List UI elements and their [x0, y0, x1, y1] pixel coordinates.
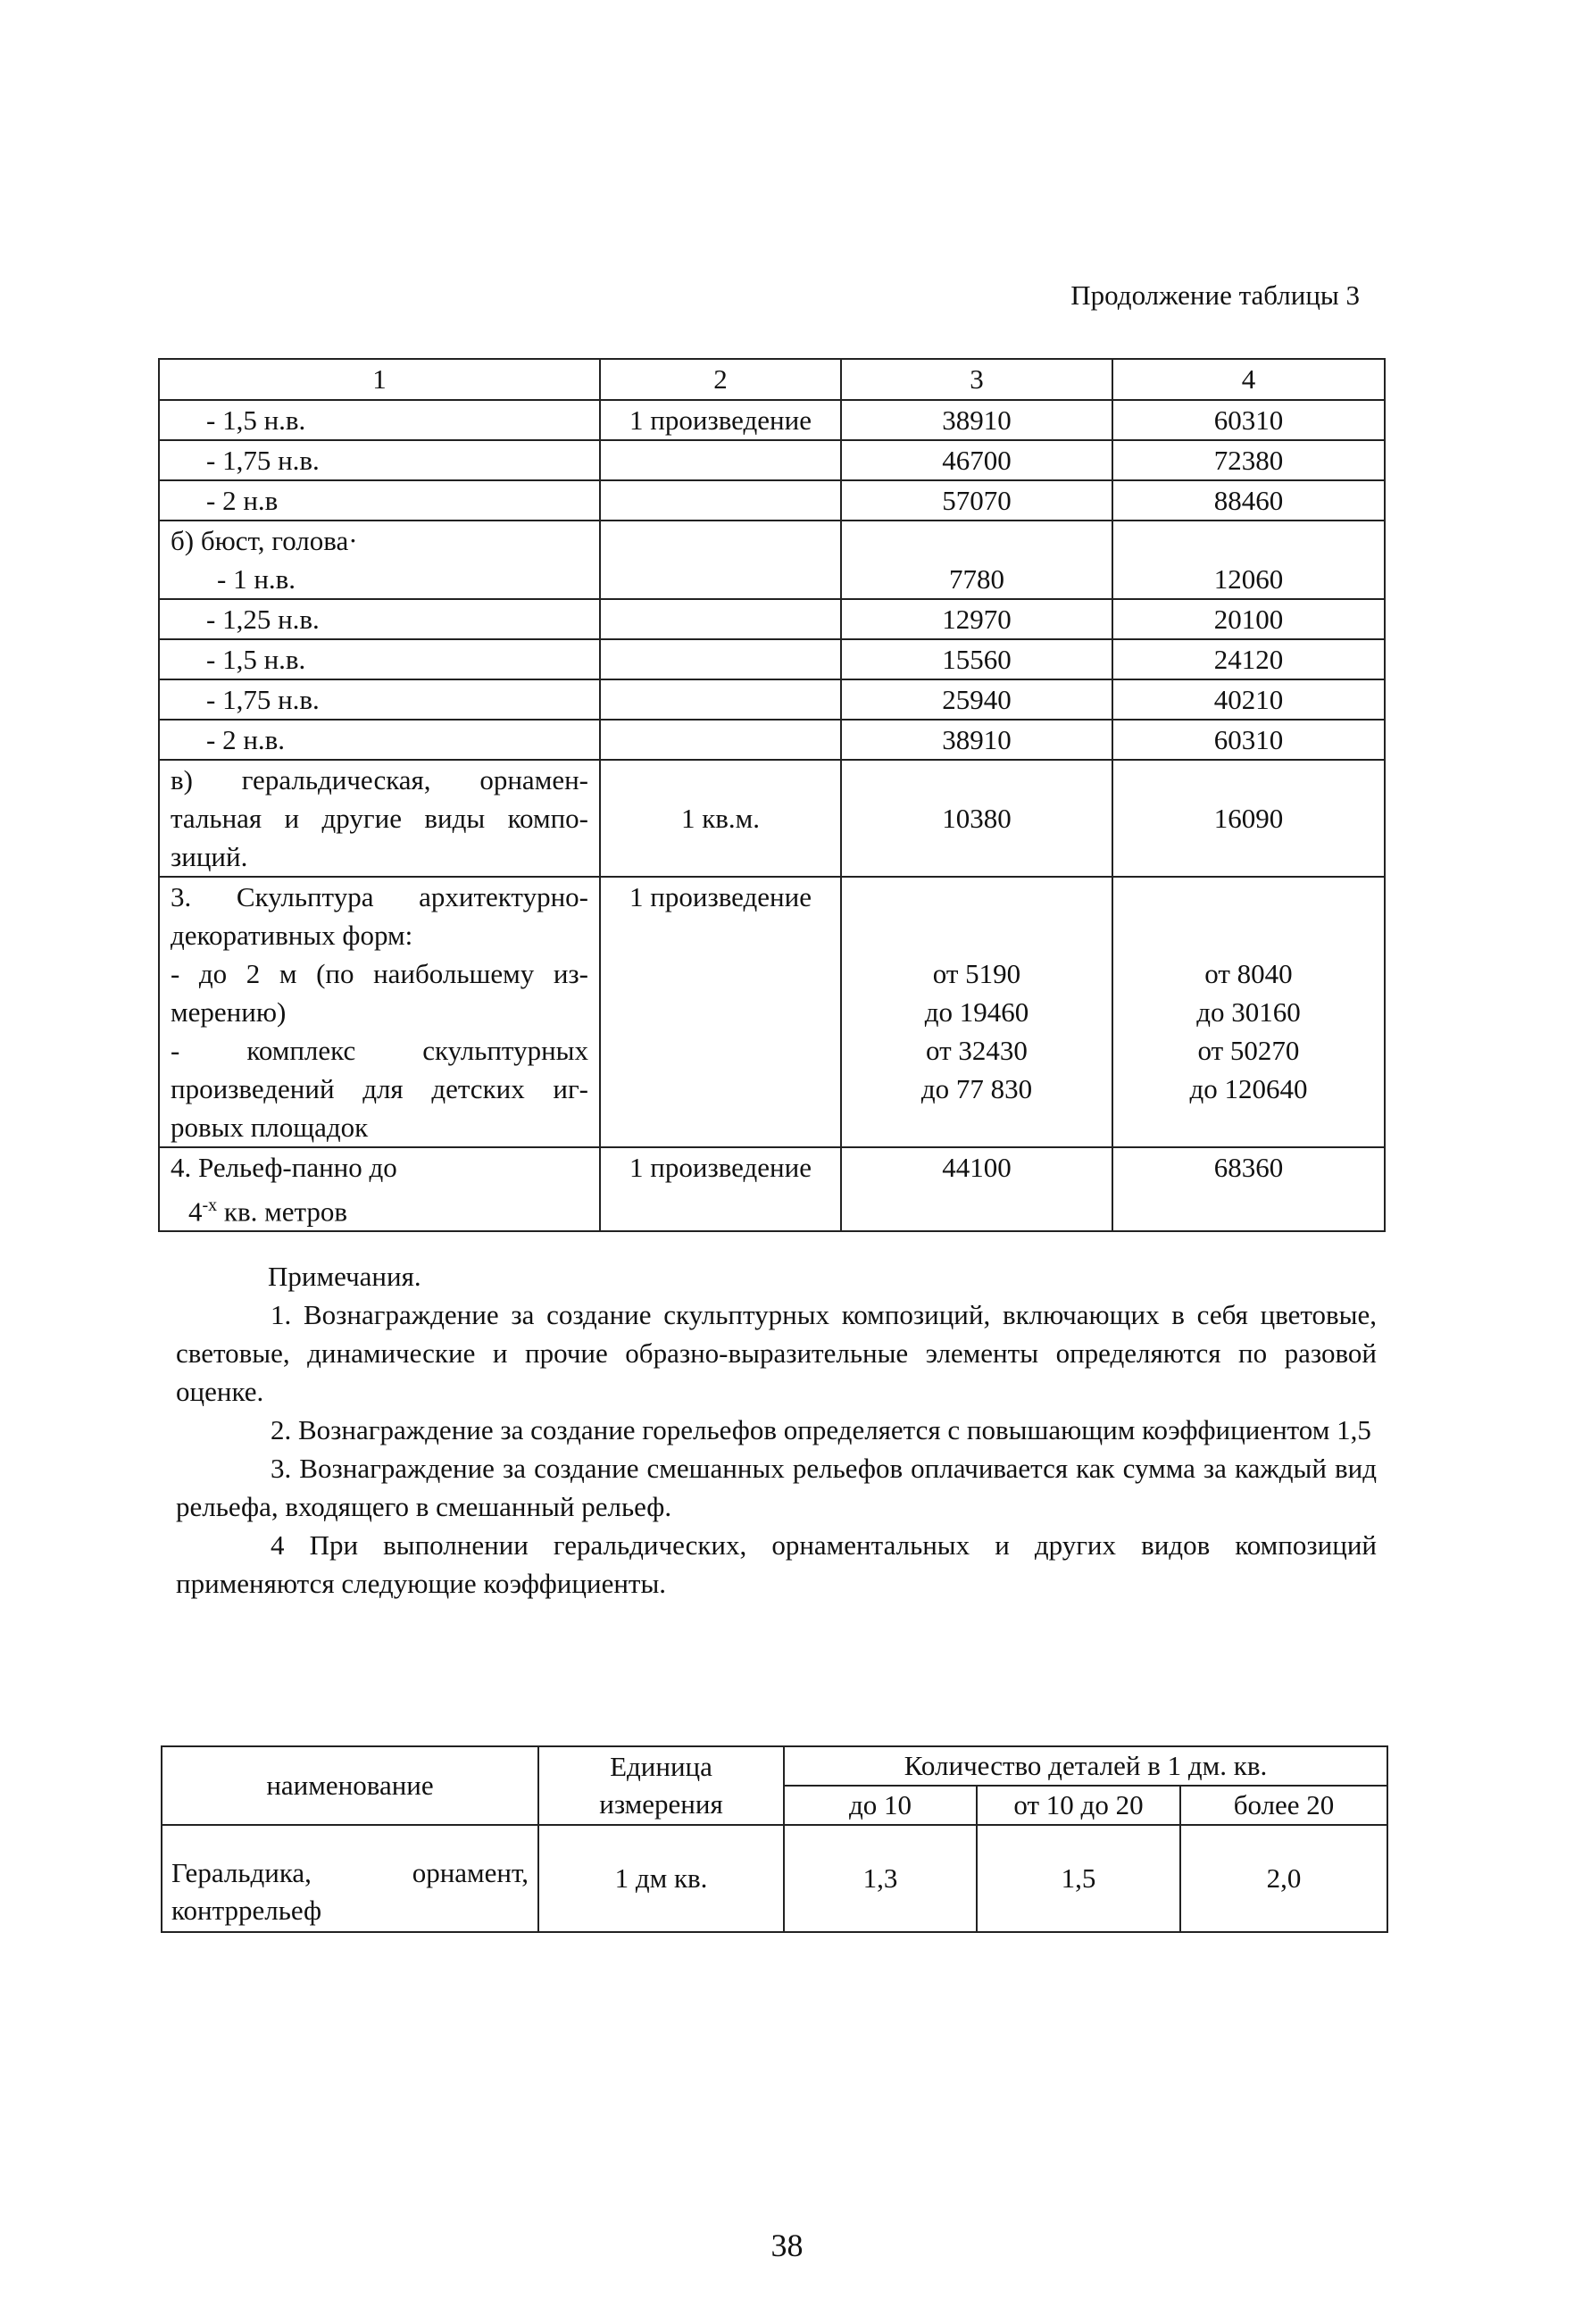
table-row	[159, 400, 1385, 440]
row-name	[159, 877, 600, 1147]
coef-header-unit-line: Единица	[610, 1751, 712, 1782]
coefficients-table	[161, 1745, 1388, 1933]
coef-subheader: от 10 до 20	[977, 1786, 1180, 1825]
main-table	[158, 358, 1386, 1232]
col-header-4: 4	[1112, 359, 1385, 400]
col-header-1: 1	[159, 359, 600, 400]
row-name	[159, 1147, 600, 1231]
table-row	[159, 639, 1385, 679]
coef-header-count: Количество деталей в 1 дм. кв.	[784, 1746, 1387, 1786]
row-unit	[600, 521, 841, 599]
row-name-line: зиций.	[171, 841, 248, 872]
value-line: от 50270	[1197, 1035, 1300, 1066]
row-value-4: 60310	[1112, 720, 1385, 760]
row-name: - 1,75 н.в.	[159, 440, 600, 480]
row-unit	[600, 639, 841, 679]
note-item: 2. Вознаграждение за создание горельефов определяется с повышающим коэффициентом 1,5	[271, 1414, 1371, 1445]
value-line: от 8040	[1204, 958, 1293, 989]
row-name-line	[171, 1187, 588, 1230]
row-unit: 1 произведение	[600, 1147, 841, 1231]
table-header-row	[159, 359, 1385, 400]
coef-row-name	[162, 1825, 538, 1932]
row-name-line: 3. Скульптура архитектурно-	[171, 881, 588, 912]
table-row	[159, 599, 1385, 639]
table-row	[159, 521, 1385, 599]
row-name-line: декоративных форм:	[171, 920, 413, 951]
note-item: 1. Вознаграждение за создание скульптурных композиций, включающих в себя цветовые, световые, динамические и прочие образно-выразительные элементы определяются по разовой оценке.	[176, 1299, 1377, 1407]
table-row	[159, 877, 1385, 1147]
row-name	[159, 760, 600, 877]
row-name-superscript: -х	[202, 1195, 218, 1215]
row-value-4: 12060	[1112, 521, 1385, 599]
row-unit: 1 произведение	[600, 877, 841, 1147]
coef-header-unit-line: измерения	[599, 1788, 723, 1820]
coef-header-row	[162, 1746, 1387, 1786]
row-unit: 1 кв.м.	[600, 760, 841, 877]
row-value-3: 15560	[841, 639, 1112, 679]
value-line: до 19460	[924, 996, 1029, 1028]
row-name-text: кв. метров	[223, 1195, 348, 1228]
value-line: до 30160	[1196, 996, 1301, 1028]
row-name: - 2 н.в.	[159, 720, 600, 760]
row-name-line: тальная и другие виды компо-	[171, 803, 588, 834]
row-value-3: 38910	[841, 720, 1112, 760]
row-value-4: 60310	[1112, 400, 1385, 440]
row-name: - 1,5 н.в.	[159, 400, 600, 440]
notes-section	[176, 1257, 1377, 1603]
note-item: 3. Вознаграждение за создание смешанных рельефов оплачивается как сумма за каждый вид рельефа, входящего в смешанный рельеф.	[176, 1453, 1377, 1522]
notes-heading: Примечания.	[268, 1261, 421, 1292]
row-value-3: 10380	[841, 760, 1112, 877]
table-row	[159, 679, 1385, 720]
row-name: - 1,5 н.в.	[159, 639, 600, 679]
row-value-3: 38910	[841, 400, 1112, 440]
row-name-line: - 1 н.в.	[217, 563, 296, 595]
row-value-3: 46700	[841, 440, 1112, 480]
row-name-line: 4. Рельеф-панно до	[171, 1152, 397, 1183]
row-value-4: 72380	[1112, 440, 1385, 480]
row-value-4: 20100	[1112, 599, 1385, 639]
row-value-3: 7780	[841, 521, 1112, 599]
coef-header-unit	[538, 1746, 784, 1825]
row-unit	[600, 440, 841, 480]
row-name-line: - комплекс скульптурных	[171, 1035, 588, 1066]
coef-row-value: 1,3	[784, 1825, 977, 1932]
row-name-line: мерению)	[171, 996, 287, 1028]
coef-row-value: 1,5	[977, 1825, 1180, 1932]
row-name: - 2 н.в	[159, 480, 600, 521]
table-row	[159, 1147, 1385, 1231]
row-value-3: 44100	[841, 1147, 1112, 1231]
row-name-line: произведений для детских иг-	[171, 1073, 588, 1104]
value-line: от 5190	[932, 958, 1021, 989]
row-value-4: 16090	[1112, 760, 1385, 877]
coef-subheader: до 10	[784, 1786, 977, 1825]
table-continuation-title: Продолжение таблицы 3	[1070, 279, 1360, 311]
row-name-number: 4	[188, 1195, 203, 1228]
col-header-3: 3	[841, 359, 1112, 400]
note-item: 4 При выполнении геральдических, орнаментальных и других видов композиций применяются следующие коэффициенты.	[176, 1529, 1377, 1599]
table-row	[159, 440, 1385, 480]
coef-header-name: наименование	[162, 1746, 538, 1825]
row-name-line: б) бюст, голова·	[171, 525, 358, 556]
row-value-3: 25940	[841, 679, 1112, 720]
row-name: - 1,25 н.в.	[159, 599, 600, 639]
row-value-4: 68360	[1112, 1147, 1385, 1231]
row-value-3: 12970	[841, 599, 1112, 639]
row-unit	[600, 720, 841, 760]
value-line: до 120640	[1189, 1073, 1308, 1104]
coef-data-row	[162, 1825, 1387, 1932]
row-unit	[600, 599, 841, 639]
row-value-4: 24120	[1112, 639, 1385, 679]
value-line: до 77 830	[920, 1073, 1033, 1104]
coef-row-name-part: орнамент,	[412, 1857, 529, 1888]
coef-subheader: более 20	[1180, 1786, 1387, 1825]
coef-row-name-part: Геральдика,	[171, 1857, 312, 1888]
coef-row-value: 2,0	[1180, 1825, 1387, 1932]
row-name-line: - до 2 м (по наибольшему из-	[171, 958, 588, 989]
row-value-4: 40210	[1112, 679, 1385, 720]
row-name	[159, 521, 600, 599]
row-value-4: 88460	[1112, 480, 1385, 521]
row-value-3: 57070	[841, 480, 1112, 521]
row-unit	[600, 679, 841, 720]
table-row	[159, 720, 1385, 760]
coef-row-unit: 1 дм кв.	[538, 1825, 784, 1932]
coef-row-name-part: контррельеф	[171, 1895, 322, 1926]
page-number: 38	[770, 2228, 804, 2263]
table-row	[159, 480, 1385, 521]
row-name: - 1,75 н.в.	[159, 679, 600, 720]
table-row	[159, 760, 1385, 877]
row-value-3	[841, 877, 1112, 1147]
value-line: от 32430	[926, 1035, 1028, 1066]
row-unit	[600, 480, 841, 521]
row-name-line: ровых площадок	[171, 1112, 369, 1143]
row-unit: 1 произведение	[600, 400, 841, 440]
col-header-2: 2	[600, 359, 841, 400]
row-value-4	[1112, 877, 1385, 1147]
row-name-line: в) геральдическая, орнамен-	[171, 764, 588, 795]
